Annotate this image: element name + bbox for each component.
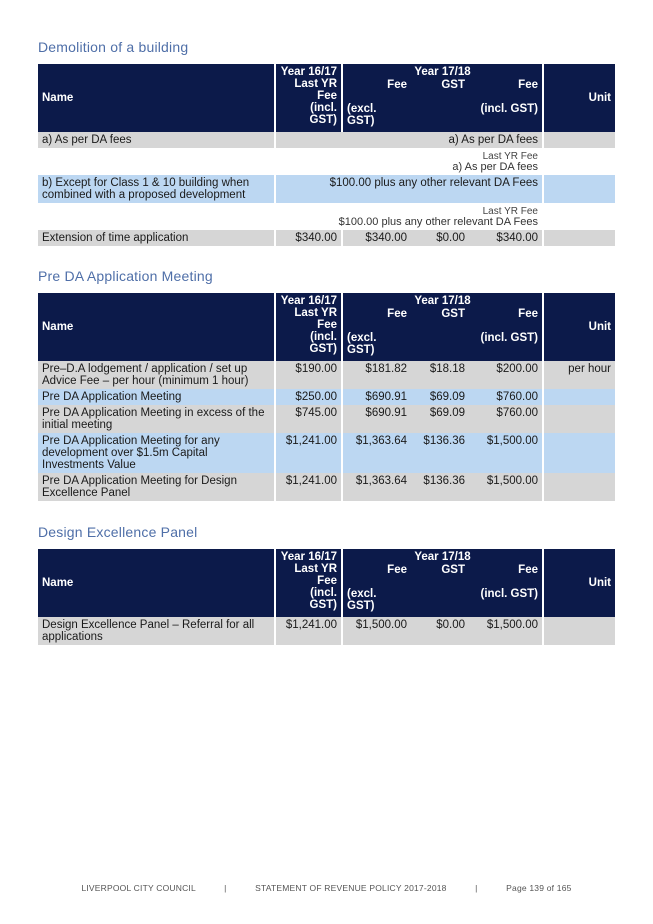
footer-separator: | bbox=[224, 883, 227, 893]
footer-page-number: Page 139 of 165 bbox=[506, 883, 572, 893]
header-year: Year 17/18 bbox=[341, 64, 542, 79]
table-row: Design Excellence Panel – Referral for all applications $1,241.00 $1,500.00 $0.00 $1,500.00 bbox=[38, 617, 615, 645]
header-unit: Unit bbox=[542, 293, 615, 361]
header-fee: Fee (excl. GST) bbox=[341, 308, 411, 361]
table-row-lastyr: Last YR Fee a) As per DA fees bbox=[38, 148, 615, 175]
footer-separator: | bbox=[475, 883, 478, 893]
header-gst: GST bbox=[411, 564, 469, 617]
section-title-demolition: Demolition of a building bbox=[38, 39, 189, 55]
footer-council: LIVERPOOL CITY COUNCIL bbox=[81, 883, 196, 893]
header-last-year: Year 16/17 Last YR Fee (incl. GST) bbox=[274, 293, 341, 361]
row-unit bbox=[542, 175, 615, 203]
section-title-design-excellence: Design Excellence Panel bbox=[38, 524, 198, 540]
table-row-lastyr: Last YR Fee $100.00 plus any other relevant DA Fees bbox=[38, 203, 615, 230]
table-row: a) As per DA fees a) As per DA fees bbox=[38, 132, 615, 148]
fee-table-pre-da bbox=[38, 293, 615, 501]
header-name: Name bbox=[38, 549, 274, 617]
header-unit: Unit bbox=[542, 64, 615, 132]
header-fee: Fee (excl. GST) bbox=[341, 79, 411, 132]
table-row: Pre DA Application Meeting for any development over $1.5m Capital Investments Value $1,241.00 $1,363.64 $136.36 $1,500.00 bbox=[38, 433, 615, 473]
table-header bbox=[38, 549, 615, 564]
header-fee: Fee (excl. GST) bbox=[341, 564, 411, 617]
page-footer bbox=[0, 883, 653, 893]
row-span-value: a) As per DA fees bbox=[274, 132, 542, 148]
table-row: Pre DA Application Meeting in excess of the initial meeting $745.00 $690.91 $69.09 $760.00 bbox=[38, 405, 615, 433]
fee-table-design-excellence bbox=[38, 549, 615, 645]
header-fee-inc: Fee (incl. GST) bbox=[469, 79, 542, 132]
fee-table-demolition bbox=[38, 64, 615, 246]
row-unit bbox=[542, 132, 615, 148]
header-gst: GST bbox=[411, 308, 469, 361]
header-name: Name bbox=[38, 64, 274, 132]
table-row: Pre DA Application Meeting for Design Excellence Panel $1,241.00 $1,363.64 $136.36 $1,500.00 bbox=[38, 473, 615, 501]
header-year: Year 17/18 bbox=[341, 293, 542, 308]
header-last-year: Year 16/17 Last YR Fee (incl. GST) bbox=[274, 64, 341, 132]
table-row: Pre DA Application Meeting $250.00 $690.91 $69.09 $760.00 bbox=[38, 389, 615, 405]
header-fee-inc: Fee (incl. GST) bbox=[469, 308, 542, 361]
section-title-pre-da: Pre DA Application Meeting bbox=[38, 268, 213, 284]
header-year: Year 17/18 bbox=[341, 549, 542, 564]
table-header bbox=[38, 293, 615, 308]
table-row: Extension of time application $340.00 $340.00 $0.00 $340.00 bbox=[38, 230, 615, 246]
table-row: Pre–D.A lodgement / application / set up Advice Fee – per hour (minimum 1 hour) $190.00 $181.82 $18.18 $200.00 per hour bbox=[38, 361, 615, 389]
header-fee-inc: Fee (incl. GST) bbox=[469, 564, 542, 617]
header-name: Name bbox=[38, 293, 274, 361]
footer-doc-title: STATEMENT OF REVENUE POLICY 2017-2018 bbox=[255, 883, 447, 893]
table-header bbox=[38, 64, 615, 79]
header-last-year: Year 16/17 Last YR Fee (incl. GST) bbox=[274, 549, 341, 617]
header-gst: GST bbox=[411, 79, 469, 132]
table-row: b) Except for Class 1 & 10 building when combined with a proposed development $100.00 plus any other relevant DA Fees bbox=[38, 175, 615, 203]
header-unit: Unit bbox=[542, 549, 615, 617]
row-span-value: $100.00 plus any other relevant DA Fees bbox=[274, 175, 542, 203]
